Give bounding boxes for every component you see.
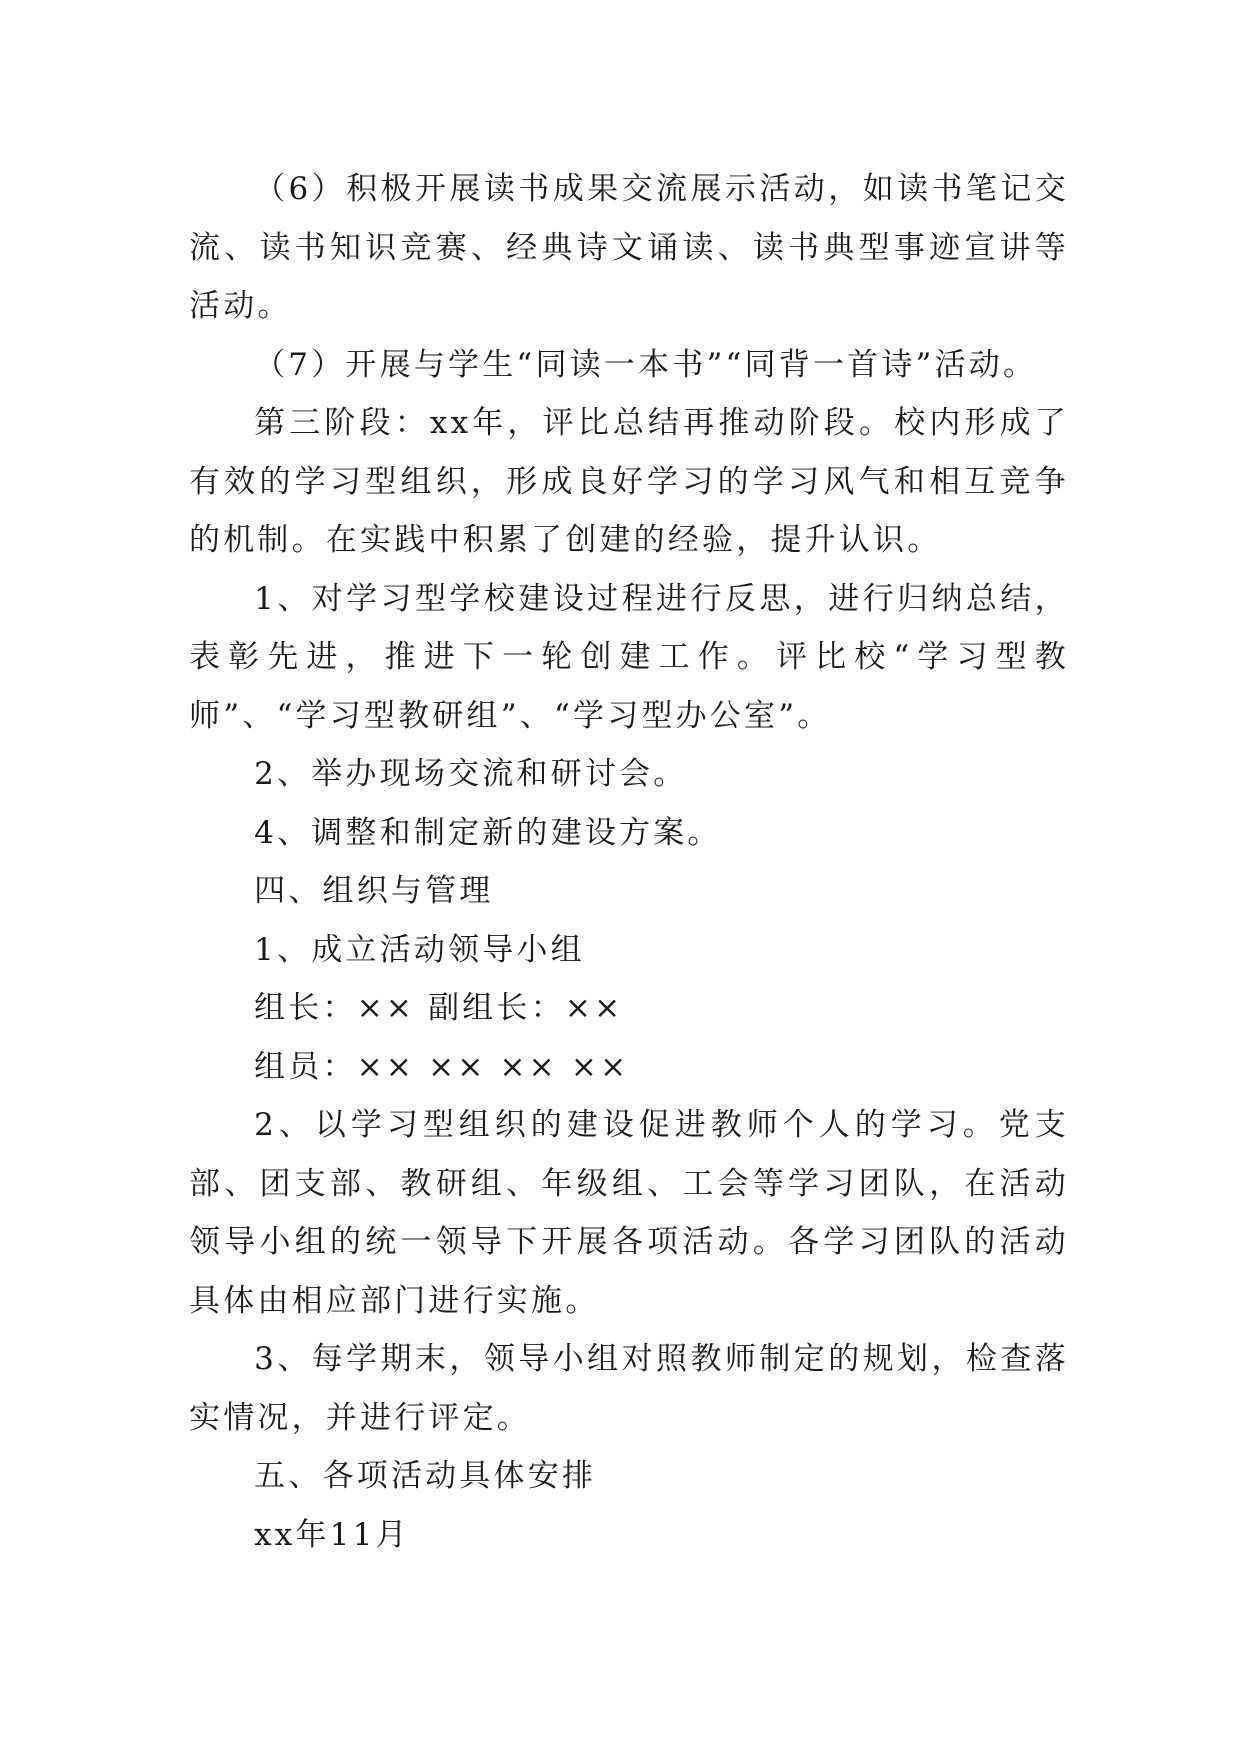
paragraph-group-members: 组员：×× ×× ×× ×× bbox=[254, 1048, 630, 1085]
paragraph-leadership-group: 1、成立活动领导小组 bbox=[254, 931, 585, 968]
paragraph-activity-7: （7）开展与学生“同读一本书”“同背一首诗”活动。 bbox=[254, 346, 1038, 383]
section-heading-arrangements: 五、各项活动具体安排 bbox=[254, 1458, 597, 1494]
paragraph-date: xx年11月 bbox=[254, 1516, 410, 1553]
paragraph-stage-three: 第三阶段：xx年，评比总结再推动阶段。校内形成了有效的学习型组织，形成良好学习的学习风气和相互竞争的机制。在实践中积累了创建的经验，提升认识。 bbox=[189, 405, 1069, 558]
paragraph-semester-review: 3、每学期末，领导小组对照教师制定的规划，检查落实情况，并进行评定。 bbox=[189, 1341, 1069, 1436]
paragraph-item-2-seminar: 2、举办现场交流和研讨会。 bbox=[254, 756, 688, 792]
document-body bbox=[189, 160, 1069, 1564]
paragraph-personal-learning: 2、以学习型组织的建设促进教师个人的学习。党支部、团支部、教研组、年级组、工会等学习团队，在活动领导小组的统一领导下开展各项活动。各学习团队的活动具体由相应部门进行实施。 bbox=[189, 1107, 1069, 1319]
paragraph-activity-6: （6）积极开展读书成果交流展示活动，如读书笔记交流、读书知识竞赛、经典诗文诵读、读书典型事迹宣讲等活动。 bbox=[189, 171, 1069, 324]
paragraph-item-4-plan: 4、调整和制定新的建设方案。 bbox=[254, 814, 722, 851]
paragraph-item-1-reflection: 1、对学习型学校建设过程进行反思，进行归纳总结，表彰先进，推进下一轮创建工作。评比校“学习型教师”、“学习型教研组”、“学习型办公室”。 bbox=[189, 580, 1069, 734]
paragraph-group-leaders: 组长：×× 副组长：×× bbox=[254, 990, 624, 1026]
section-heading-organization: 四、组织与管理 bbox=[254, 873, 494, 909]
